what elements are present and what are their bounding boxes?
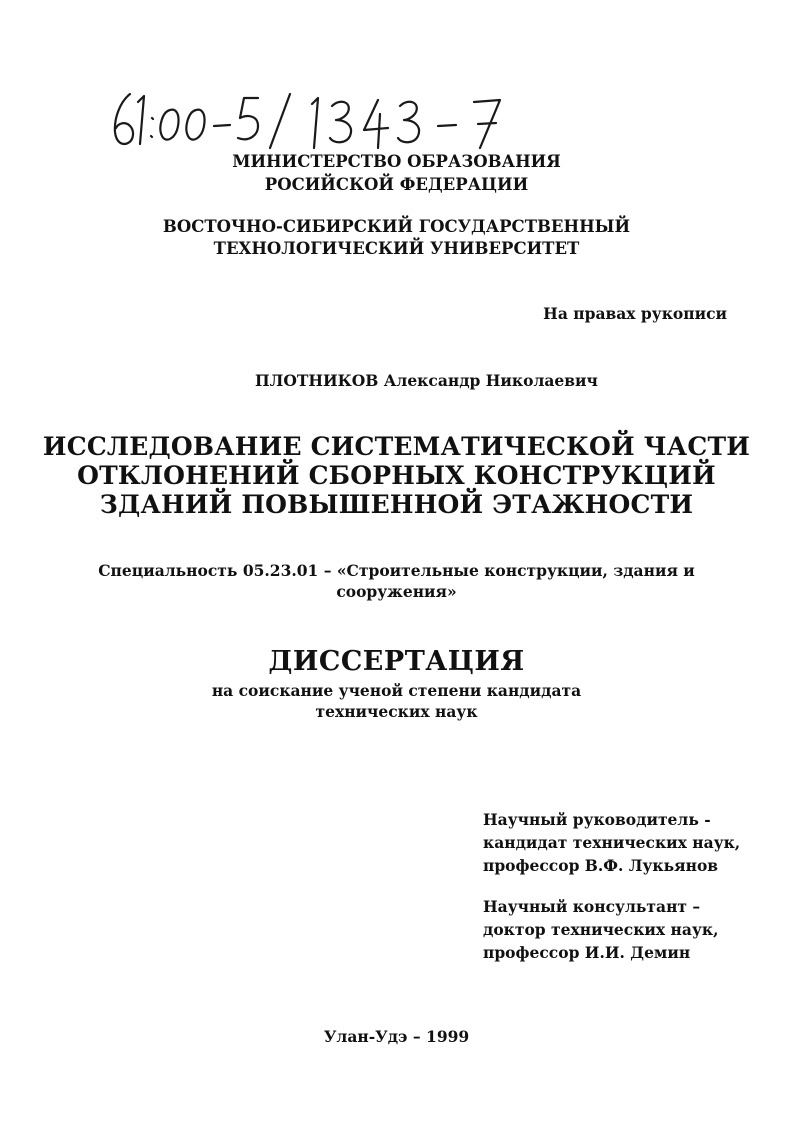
supervisor-role: Научный руководитель - [483,810,711,829]
dissertation-heading: ДИССЕРТАЦИЯ [268,646,525,677]
degree-line-2: технических наук [315,702,478,721]
author-name: ПЛОТНИКОВ Александр Николаевич [255,371,598,390]
specialty-line-2: сооружения» [336,582,457,601]
ministry-line-2: РОСИЙСКОЙ ФЕДЕРАЦИИ [264,175,529,194]
consultant-role: Научный консультант – [483,897,701,916]
supervisor-degree: кандидат технических наук, [483,833,741,852]
title-line-1: ИССЛЕДОВАНИЕ СИСТЕМАТИЧЕСКОЙ ЧАСТИ [42,432,751,461]
ministry-line-1: МИНИСТЕРСТВО ОБРАЗОВАНИЯ [232,152,561,171]
title-line-2: ОТКЛОНЕНИЙ СБОРНЫХ КОНСТРУКЦИЙ [77,461,716,490]
specialty-line-1: Специальность 05.23.01 – «Строительные конструкции, здания и [98,561,695,580]
title-line-3: ЗДАНИЙ ПОВЫШЕННОЙ ЭТАЖНОСТИ [99,490,694,519]
handwritten-archive-mark [108,88,508,158]
rights-note: На правах рукописи [543,304,727,323]
university-line-2: ТЕХНОЛОГИЧЕСКИЙ УНИВЕРСИТЕТ [213,239,580,258]
supervisor-name: профессор В.Ф. Лукьянов [483,856,719,875]
university-line-1: ВОСТОЧНО-СИБИРСКИЙ ГОСУДАРСТВЕННЫЙ [162,217,631,236]
consultant-block [483,895,718,964]
place-year: Улан-Удэ – 1999 [323,1027,470,1046]
consultant-degree: доктор технических наук, [483,920,719,939]
degree-line-1: на соискание ученой степени кандидата [211,681,582,700]
consultant-name: профессор И.И. Демин [483,943,691,962]
supervisor-block [483,808,740,877]
